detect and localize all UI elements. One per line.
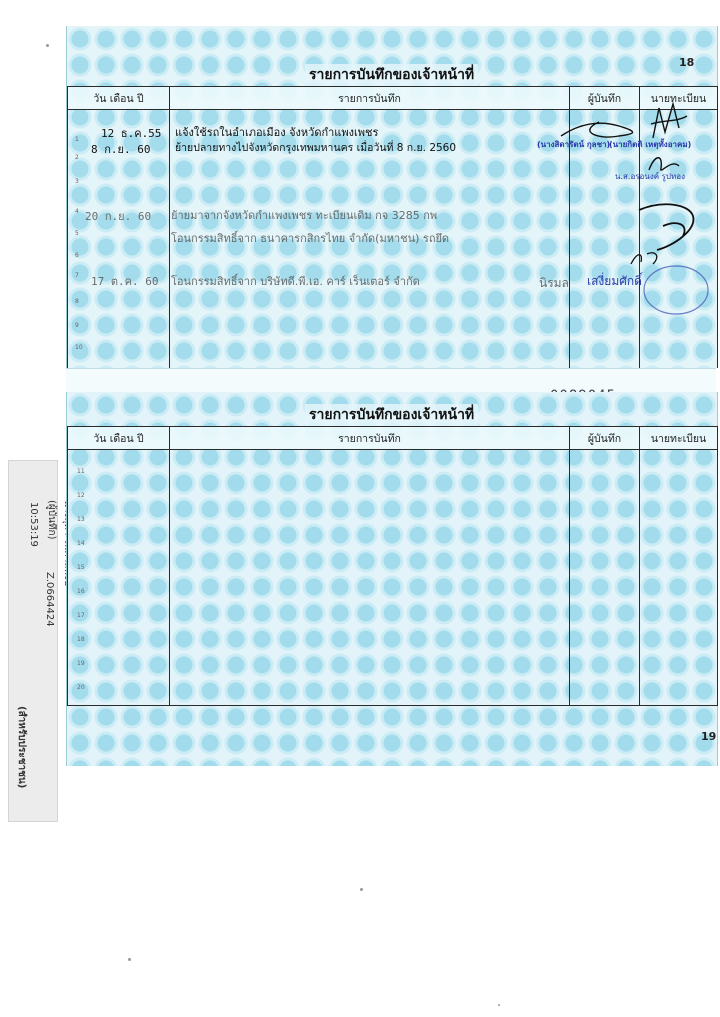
scan-speck [128,958,131,961]
registrar-stamp: เสงี่ยมศักดิ์ [587,274,642,288]
header-registrar: นายทะเบียน [640,427,718,450]
row-number: 11 [77,468,85,475]
row-number: 13 [77,516,85,523]
recorder-name: นิรมล [539,276,569,290]
row-number: 5 [75,230,79,237]
receipt-line-5: (สำหรับประชาชน) [16,706,27,789]
entry-date: 8 ก.ย. 60 [91,143,151,156]
scan-speck [498,1004,500,1006]
row-number: 2 [75,154,79,161]
signature-icon [643,98,693,148]
signature-icon [559,114,639,144]
header-recorder: ผู้บันทึก [570,427,640,450]
entry-date: 17 ต.ค. 60 [91,275,159,288]
row-number: 17 [77,612,85,619]
row-number: 4 [75,208,79,215]
recorder-column [570,450,640,706]
header-record: รายการบันทึก [170,427,570,450]
upper-page-number: 18 [679,56,695,69]
page-gap [66,368,716,394]
entry-date: 12 ธ.ค.55 [101,127,162,140]
lower-record-table [67,426,718,706]
row-number: 12 [77,492,85,499]
registrar-stamp: (นายกิตติ เหตุทั้งอาคม) [609,140,692,149]
record-column [170,450,570,706]
row-number: 14 [77,540,85,547]
row-number: 16 [77,588,85,595]
entry-text: โอนกรรมสิทธิ์จาก บริษัทดี.พี.เอ. คาร์ เร็นเตอร์ จำกัด [171,275,420,288]
row-number: 6 [75,252,79,259]
entry-text: โอนกรรมสิทธิ์จาก ธนาคารกสิกรไทย จำกัด(มหาชน) รถยึด [171,232,450,245]
header-date: วัน เดือน ปี [68,87,170,110]
lower-record-page [66,392,718,766]
row-number: 7 [75,272,79,279]
row-number: 1 [75,136,79,143]
lower-page-title: รายการบันทึกของเจ้าหน้าที่ [305,404,478,426]
registrar-stamp: น.ส.อรอนงค์ รูปทอง [615,172,685,181]
header-date: วัน เดือน ปี [68,427,170,450]
entry-date: 20 ก.ย. 60 [85,210,152,223]
row-number: 15 [77,564,85,571]
upper-record-page [66,26,718,368]
row-number: 8 [75,298,79,305]
signature-icon [645,150,685,180]
entry-text: ย้ายมาจากจังหวัดกำแพงเพชร ทะเบียนเดิม กจ 3285 กพ [171,209,438,222]
header-recorder: ผู้บันทึก [570,87,640,110]
receipt-line-2: (ผู้บันทึก) [46,500,57,540]
row-number: 18 [77,636,85,643]
lower-page-number: 19 [701,730,717,743]
row-number: 20 [77,684,85,691]
receipt-line-4: 10:53:19 [28,502,39,547]
round-stamp-icon [641,262,711,318]
entry-text: ย้ายปลายทางไปจังหวัดกรุงเทพมหานคร เมื่อวันที่ 8 ก.ย. 2560 [175,142,457,154]
recorder-stamp: (นางสิดารัตน์ กุลชา) [537,140,611,149]
scan-speck [46,44,49,47]
row-number: 9 [75,322,79,329]
registrar-column [640,450,718,706]
row-number: 3 [75,178,79,185]
date-column [68,450,170,706]
entry-text: แจ้งใช้รถในอำเภอเมือง จังหวัดกำแพงเพชร [175,126,379,139]
header-registrar: นายทะเบียน [640,87,718,110]
row-number: 19 [77,660,85,667]
receipt-line-3: Z.0664424 [44,572,55,627]
row-number: 10 [75,344,83,351]
upper-page-title: รายการบันทึกของเจ้าหน้าที่ [305,64,478,86]
header-record: รายการบันทึก [170,87,570,110]
scan-speck [360,888,363,891]
